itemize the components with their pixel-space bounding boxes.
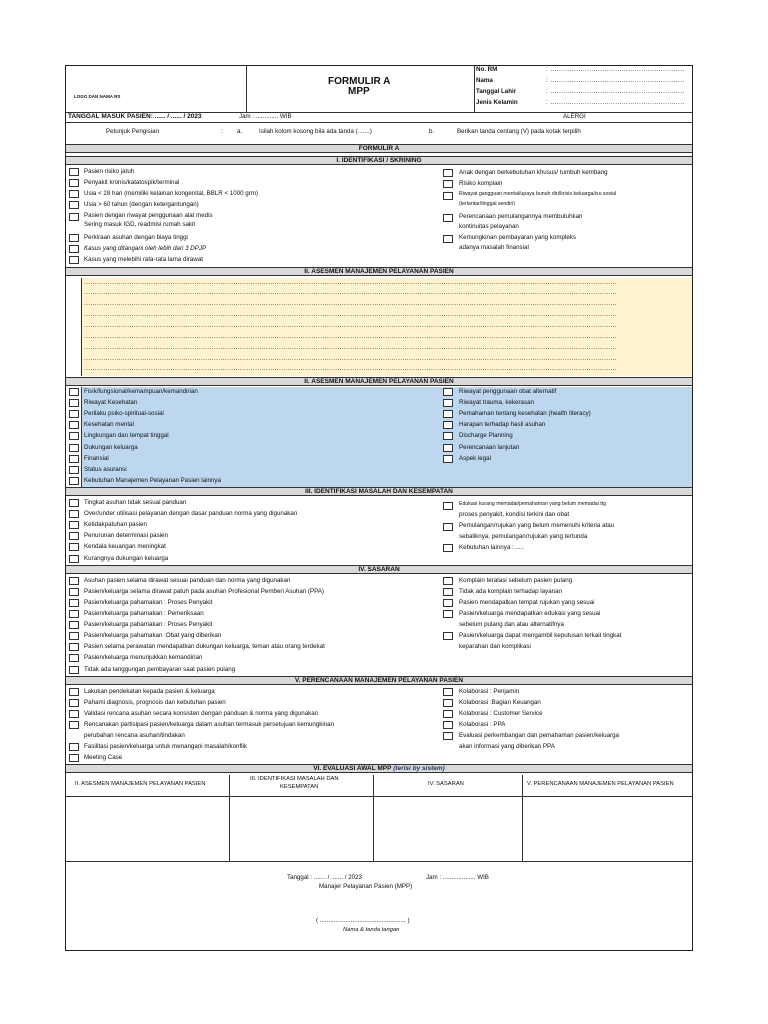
- sec3-checkbox[interactable]: [443, 502, 453, 510]
- field-label-rm: No. RM: [476, 66, 498, 73]
- sec2b-item: Status asuransi: [84, 466, 127, 473]
- sec2b-item: Dukungan keluarga: [84, 444, 138, 451]
- sec3-checkbox[interactable]: [69, 521, 79, 529]
- sec4-item: Pasien/keluarga pahamakan : Proses Penyakit: [84, 621, 213, 628]
- logo-text: LOGO DAN NAMA RS: [74, 94, 121, 99]
- sec5-item: Fasilitasi pasien/keluarga untuk menangani masalah/konflik: [84, 743, 248, 750]
- sec1-item: Risiko komplain: [459, 180, 503, 187]
- sec2b-checkbox[interactable]: [443, 410, 453, 418]
- sec2b-item: Discharge Planning: [459, 432, 513, 439]
- sec1-item: Riwayat gangguan mental/upaya bunuh diri/krisis keluarga/isu sosial: [459, 191, 617, 197]
- sec1-checkbox[interactable]: [69, 245, 79, 253]
- field-value-nama[interactable]: : ..............................................................: [546, 78, 685, 84]
- sec1-checkbox[interactable]: [69, 179, 79, 187]
- sec3-item: Kendala keuangan meningkat: [84, 543, 166, 550]
- sec4-item: Tidak ada tanggungan pembayaran saat pasien pulang: [84, 666, 236, 673]
- sec2b-item: Kebutuhan Manajemen Pelayanan Pasien lainnya: [84, 477, 221, 484]
- sec2b-checkbox[interactable]: [443, 455, 453, 463]
- sec2b-item: Lingkungan dan tempat tinggal: [84, 432, 169, 439]
- sec4-checkbox[interactable]: [443, 599, 453, 607]
- sec5-checkbox[interactable]: [69, 754, 79, 762]
- sec4-item: Pasien/keluarga mendapatkan edukasi yang sesuai: [459, 610, 601, 617]
- sec2-dotline: ......................................................................................................................................................................................................................................................: [84, 356, 618, 362]
- sec2b-checkbox[interactable]: [69, 444, 79, 452]
- sec2b-title: II. ASESMEN MANAJEMEN PELAYANAN PASIEN: [66, 377, 692, 386]
- sec3-item: Tingkat asuhan tidak sesuai panduan: [84, 499, 187, 506]
- sec3-checkbox[interactable]: [69, 555, 79, 563]
- sec5-checkbox[interactable]: [69, 710, 79, 718]
- sec4-checkbox[interactable]: [443, 610, 453, 618]
- footer-sign-line[interactable]: ( .................................................. ): [316, 917, 410, 924]
- sec5-checkbox[interactable]: [443, 699, 453, 707]
- sec5-checkbox[interactable]: [443, 721, 453, 729]
- sec3-item: Pemulangan/rujukan yang belum memenuhi kriteria atau: [459, 522, 615, 529]
- sec2b-checkbox[interactable]: [69, 410, 79, 418]
- sec2b-checkbox[interactable]: [69, 421, 79, 429]
- sec6-col-perencanaan: V. PERENCANAAN MANAJEMEN PELAYANAN PASIEN: [527, 781, 674, 787]
- sec3-item: Penurunan determinasi pasien: [84, 532, 168, 539]
- sec4-item: Pasien/keluarga dapat mengambil keputusan terkait tingkat: [459, 632, 622, 639]
- sec1-item: Pasien dengan riwayat penggunaan alat medis: [84, 212, 213, 219]
- sec3-checkbox[interactable]: [443, 544, 453, 552]
- sec5-item: Kolaborasi : PPA: [459, 721, 506, 728]
- sec3-item: Kebutuhan lainnya : .....: [459, 544, 525, 551]
- sec2b-checkbox[interactable]: [443, 432, 453, 440]
- sec2b-item: Riwayat Kesehatan: [84, 399, 138, 406]
- sec2b-checkbox[interactable]: [443, 444, 453, 452]
- footer-manajer: Manajer Pelayanan Pasien (MPP): [319, 883, 413, 890]
- sec2b-item: Kesehatan mental: [84, 421, 134, 428]
- petunjuk-colon: :: [221, 128, 223, 135]
- sec4-item: Pasien/keluarga selama dirawat patuh pada asuhan Profesional Pemberi Asuhan (PPA): [84, 588, 324, 595]
- sec2b-checkbox[interactable]: [443, 421, 453, 429]
- sec6-cell-identifikasi: [230, 797, 372, 860]
- header-divider: [246, 66, 247, 112]
- sec3-checkbox[interactable]: [443, 523, 453, 531]
- sec1-item: Pasien risiko jatuh: [84, 168, 135, 175]
- sec4-item: Pasien/keluarga pahamakan : Pemeriksaan: [84, 610, 204, 617]
- sec1-item: Kasus yang ditangani oleh lebih dari 3 DPJP: [84, 245, 207, 252]
- petunjuk-b: b.: [429, 128, 435, 135]
- sec4-item: Pasien/keluarga pahamakan :Obat yang diberikan: [84, 632, 222, 639]
- field-value-jk[interactable]: : ..............................................................: [546, 100, 685, 106]
- sec6-cell-sasaran: [374, 797, 521, 860]
- sec4-checkbox[interactable]: [69, 621, 79, 629]
- sec4-item: Tidak ada komplain terhadap layanan: [459, 588, 562, 595]
- sec1-item: adanya masalah finansial: [459, 244, 529, 251]
- sec1-checkbox[interactable]: [69, 256, 79, 264]
- sec1-checkbox[interactable]: [69, 234, 79, 242]
- sec1-item: kontinuitas pelayanan: [459, 223, 519, 230]
- sec2-dotline: ......................................................................................................................................................................................................................................................: [84, 290, 618, 296]
- sec1-item: (terlantar/tinggal sendiri): [459, 201, 515, 207]
- sec5-checkbox[interactable]: [443, 732, 453, 740]
- sec1-item: Kasus yang melebihi rata-rata lama dirawat: [84, 256, 203, 263]
- sec5-checkbox[interactable]: [69, 699, 79, 707]
- sec4-item: keparahan dan komplikasi: [459, 643, 531, 650]
- sec5-checkbox[interactable]: [443, 710, 453, 718]
- sec1-checkbox[interactable]: [443, 192, 453, 200]
- sec6-title-note: (terisi by sistem): [393, 765, 445, 772]
- row-line: [66, 122, 692, 123]
- tanggal-masuk[interactable]: TANGGAL MASUK PASIEN: ...... / ...... / 2023: [68, 113, 202, 120]
- sec1-checkbox[interactable]: [443, 180, 453, 188]
- sec4-item: Pasien mendapatkan tempat rujukan yang sesuai: [459, 599, 595, 606]
- sec4-checkbox[interactable]: [69, 666, 79, 674]
- sec1-checkbox[interactable]: [69, 168, 79, 176]
- footer-sign-note: Nama & tanda tangan: [343, 927, 400, 933]
- row-line: [66, 861, 692, 862]
- sec4-checkbox[interactable]: [443, 588, 453, 596]
- sec2b-area: [81, 387, 692, 487]
- sec4-item: Asuhan pasien selama dirawat sesuai panduan dan norma yang digunakan: [84, 577, 291, 584]
- sec6-title: [66, 764, 692, 773]
- sec2b-item: Perencanaan lanjutan: [459, 444, 520, 451]
- sec1-item: Penyakit kronis/katatospik/terminal: [84, 179, 180, 186]
- sec1-checkbox[interactable]: [443, 169, 453, 177]
- petunjuk-a-text: Isilah kolom kosong bila ada tanda (.......): [259, 128, 372, 135]
- sec1-item: Perkiraan asuhan dengan biaya tinggi: [84, 234, 188, 241]
- sec4-checkbox[interactable]: [443, 632, 453, 640]
- sec1-checkbox[interactable]: [443, 214, 453, 222]
- sec2b-checkbox[interactable]: [443, 399, 453, 407]
- sec4-checkbox[interactable]: [69, 654, 79, 662]
- sec5-item: Evaluasi perkembangan dan pemahaman pasien/keluarga: [459, 732, 619, 739]
- sec1-checkbox[interactable]: [69, 213, 79, 221]
- sec2-dotline: ......................................................................................................................................................................................................................................................: [84, 366, 618, 372]
- sec2b-item: Finansial: [84, 455, 109, 462]
- sec5-checkbox[interactable]: [443, 688, 453, 696]
- sec3-item: sebaliknya, pemulangan/rujukan yang tertunda: [459, 533, 588, 540]
- sec5-item: Lakukan pendekatan kepada pasien & keluarga: [84, 688, 215, 695]
- sec2b-checkbox[interactable]: [69, 432, 79, 440]
- petunjuk-label: Petunjuk Pengisian: [106, 128, 159, 135]
- sec1-item: Kemungkinan pembayaran yang kompleks: [459, 234, 576, 241]
- sec1-item: Usia > 60 tahun (dengan ketergantungan): [84, 201, 199, 208]
- sec2-dotline: ......................................................................................................................................................................................................................................................: [84, 334, 618, 340]
- sec2b-item: Perilaku psiko-spiritual-sosial: [84, 410, 164, 417]
- sec4-checkbox[interactable]: [69, 599, 79, 607]
- header-divider: [474, 66, 475, 112]
- sec3-checkbox[interactable]: [69, 510, 79, 518]
- sec4-checkbox[interactable]: [69, 643, 79, 651]
- sec4-checkbox[interactable]: [69, 577, 79, 585]
- sec2b-item: Riwayat trauma, kekerasan: [459, 399, 534, 406]
- sec6-title-text: VI. EVALUASI AWAL MPP: [313, 765, 392, 772]
- sec4-item: Pasien selama perawatan mendapatkan dukungan keluarga, teman atau orang terdekat: [84, 643, 325, 650]
- field-value-rm[interactable]: : ..............................................................: [546, 67, 685, 73]
- form-title: FORMULIR A: [328, 76, 391, 87]
- sec4-item: sebelum pulang dan atau alternatifnya: [459, 621, 564, 628]
- petunjuk-a: a.: [237, 128, 243, 135]
- sec3-item: proses penyakit, kondisi terkini dan obat: [459, 511, 570, 518]
- field-label-jk: Jenis Kelamin: [476, 99, 518, 106]
- sec6-col-identifikasi: III. IDENTIFIKASI MASALAH DAN: [250, 776, 339, 782]
- sec3-checkbox[interactable]: [69, 543, 79, 551]
- sec2b-item: Aspek legal: [459, 455, 491, 462]
- sec2b-checkbox[interactable]: [69, 466, 79, 474]
- sec1-item: Usia < 28 hari (memiliki kelainan kongenital, BBLR < 1000 grm): [84, 190, 259, 197]
- sec2-title: II. ASESMEN MANAJEMEN PELAYANAN PASIEN: [66, 267, 692, 276]
- sec5-item: Kolaborasi :Bagian Keuangan: [459, 699, 541, 706]
- sec1-checkbox[interactable]: [69, 190, 79, 198]
- sec2b-item: Harapan terhadap hasil asuhan: [459, 421, 546, 428]
- sec2-dotline: ......................................................................................................................................................................................................................................................: [84, 345, 618, 351]
- sec2-dotline: ......................................................................................................................................................................................................................................................: [84, 280, 618, 286]
- sec6-cell-perencanaan: [523, 797, 691, 860]
- sec5-item: perubahan rencana asuhan/tindakan: [84, 732, 185, 739]
- field-value-tgl-lahir[interactable]: : ..............................................................: [546, 89, 685, 95]
- sec1-item: Sering masuk IGD, readmisi rumah sakit: [84, 221, 196, 228]
- sec4-item: Pasien/keluarga pahamakan : Proses Penyakit: [84, 599, 213, 606]
- sec2b-checkbox[interactable]: [443, 388, 453, 396]
- sec4-checkbox[interactable]: [69, 588, 79, 596]
- sec6-col-identifikasi-2: KESEMPATAN: [280, 784, 319, 790]
- sec2b-item: Fisik/fungsional/kemampuan/kemandirian: [84, 388, 198, 395]
- alergi-label: ALERGI: [563, 113, 586, 120]
- petunjuk-b-text: Berikan tanda centang (V) pada kotak terpilih: [457, 128, 581, 135]
- sec3-title: III. IDENTIFIKASI MASALAH DAN KESEMPATAN: [66, 487, 692, 496]
- sec3-item: Kurangnya dukungan keluarga: [84, 555, 169, 562]
- sec5-item: akan informasi yang diberikan PPA: [459, 743, 555, 750]
- field-label-nama: Nama: [476, 77, 493, 84]
- sec3-item: Edukasi kurang memadai/pemahaman yang belum memadai ttg: [459, 501, 607, 507]
- sec5-checkbox[interactable]: [69, 743, 79, 751]
- sec4-checkbox[interactable]: [69, 610, 79, 618]
- field-label-tgl-lahir: Tanggal Lahir: [476, 88, 517, 95]
- sec2b-item: Riwayat penggunaan obat alternatif: [459, 388, 557, 395]
- sec1-checkbox[interactable]: [69, 201, 79, 209]
- sec1-item: Perencanaan pemulangannya membutuhkan: [459, 213, 583, 220]
- sec5-checkbox[interactable]: [69, 688, 79, 696]
- sec2-dotline: ......................................................................................................................................................................................................................................................: [84, 301, 618, 307]
- sec5-item: Rencanakan partisipasi pasien/keluarga dalam asuhan termasuk persetujuan kemungkinan: [84, 721, 335, 728]
- sec3-item: Ketidakpatuhan pasien: [84, 521, 147, 528]
- sec4-checkbox[interactable]: [443, 577, 453, 585]
- sec3-item: Over/under utilisasi pelayanan dengan dasar panduan norma yang digunakan: [84, 510, 298, 517]
- footer-tanggal[interactable]: Tanggal : ....... / ....... / 2023: [287, 874, 362, 881]
- sec5-checkbox[interactable]: [69, 721, 79, 729]
- sec4-item: Komplain teratasi sebelum pasien pulang: [459, 577, 573, 584]
- sec4-checkbox[interactable]: [69, 632, 79, 640]
- sec6-col-sasaran: IV. SASARAN: [428, 781, 464, 787]
- sec2b-checkbox[interactable]: [69, 455, 79, 463]
- sec5-item: Meeting Case: [84, 754, 123, 761]
- sec5-item: Kolaborasi : Customer Service: [459, 710, 543, 717]
- sec2b-checkbox[interactable]: [69, 477, 79, 485]
- sec2-dotline: ......................................................................................................................................................................................................................................................: [84, 312, 618, 318]
- sec2b-item: Pemahaman tentang kesehatan (health literacy): [459, 410, 591, 417]
- sec2b-checkbox[interactable]: [69, 388, 79, 396]
- sec2b-checkbox[interactable]: [69, 399, 79, 407]
- sec1-item: Anak dengan berkebutuhan khusus/ tumbuh kembang: [459, 169, 608, 176]
- sec1-title: I. IDENTIFIKASI / SKRINING: [66, 156, 692, 165]
- sec1-checkbox[interactable]: [443, 235, 453, 243]
- sec5-item: Validasi rencana asuhan secara konsisten dengan panduan & norma yang digunakan: [84, 710, 319, 717]
- sec3-checkbox[interactable]: [69, 532, 79, 540]
- mpp-form: [65, 65, 693, 951]
- sec2-dotline: ......................................................................................................................................................................................................................................................: [84, 323, 618, 329]
- footer-jam[interactable]: Jam : ................... WIB: [426, 874, 489, 881]
- sec5-item: Pahami diagnosis, prognosis dan kebutuhan pasien: [84, 699, 226, 706]
- form-subtitle: MPP: [348, 86, 370, 97]
- sec3-checkbox[interactable]: [69, 499, 79, 507]
- sec4-title: IV. SASARAN: [66, 565, 692, 574]
- jam-masuk[interactable]: Jam : ............. WIB: [239, 113, 292, 120]
- sec6-col-asesmen: II. ASESMEN MANAJEMEN PELAYANAN PASIEN: [75, 781, 206, 787]
- sec6-cell-asesmen: [67, 797, 228, 860]
- sec4-item: Pasien/keluarga menunjukkan kemandirian: [84, 654, 203, 661]
- sec5-item: Kolaborasi : Penjamin: [459, 688, 520, 695]
- sec5-title: V. PERENCANAAN MANAJEMEN PELAYANAN PASIEN: [66, 676, 692, 685]
- formulir-a-bar: FORMULIR A: [66, 144, 692, 153]
